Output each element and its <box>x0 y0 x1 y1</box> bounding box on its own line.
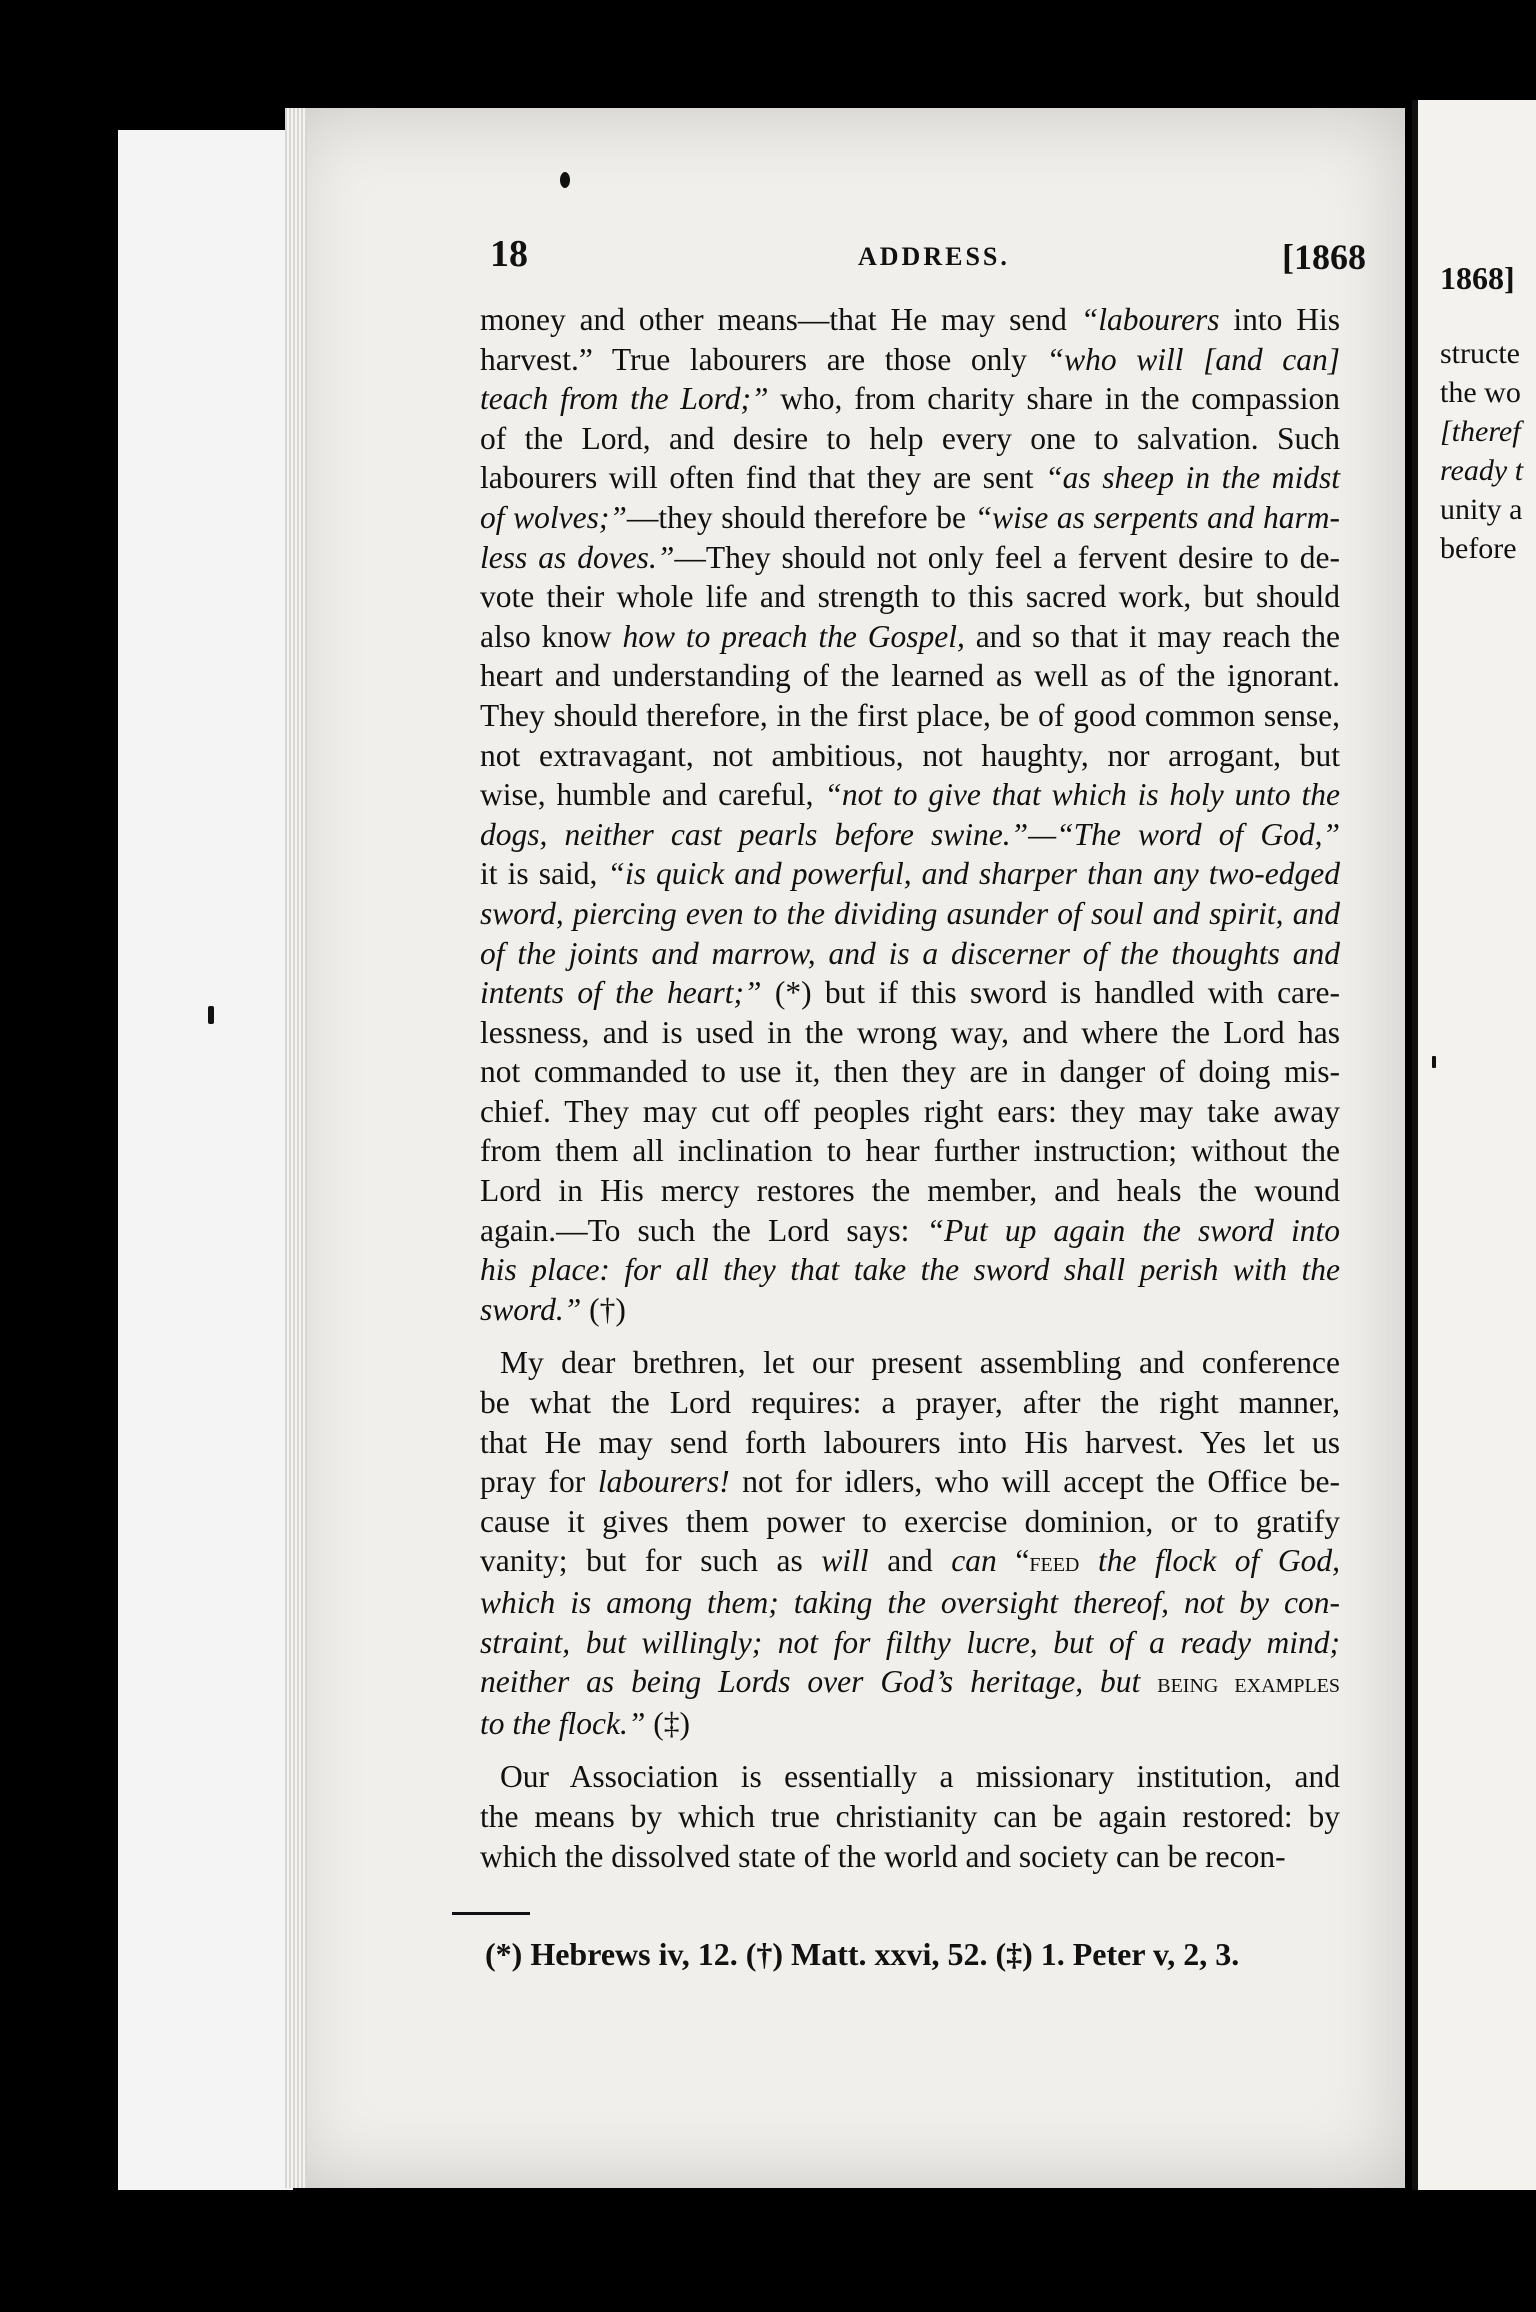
text-run: neither as being Lords over God’s heritage, but <box>480 1664 1158 1700</box>
text-run: be what the Lord requires: a prayer, after the right manner, <box>480 1385 1340 1421</box>
text-line <box>480 1502 1340 1542</box>
page-number: 18 <box>490 233 528 275</box>
ink-speck <box>208 1006 214 1024</box>
next-page-line: the wo <box>1440 376 1521 409</box>
text-run: wise, humble and careful, <box>480 777 825 813</box>
text-line <box>480 656 1340 696</box>
text-run: labourers will often find that they are sent <box>480 460 1046 496</box>
text-run: lessness, and is used in the wrong way, and where the Lord has <box>480 1014 1340 1050</box>
text-run: chief. They may cut off peoples right ears: they may take away <box>480 1093 1340 1129</box>
text-line <box>480 894 1340 934</box>
text-line <box>480 1013 1340 1053</box>
text-run: They should therefore, in the first place, be of good common sense, <box>480 697 1340 733</box>
paragraph <box>480 300 1340 1329</box>
page-gutter <box>285 108 307 2188</box>
text-run: intents of the heart;” <box>480 975 762 1011</box>
previous-page-edge <box>118 130 293 2190</box>
text-line <box>480 1383 1340 1423</box>
text-run: “labourers <box>1080 302 1220 337</box>
text-run: “is quick and powerful, and sharper than any two-edged <box>607 856 1340 892</box>
footnote-rule <box>452 1912 530 1915</box>
text-line <box>480 577 1340 617</box>
text-run: (‡) <box>645 1705 690 1741</box>
text-run: sword, piercing even to the dividing asunder of soul and spirit, and <box>480 895 1340 931</box>
text-run: money and other means—that He may send <box>480 302 1081 337</box>
text-line <box>480 854 1340 894</box>
text-line <box>480 419 1340 459</box>
text-line <box>480 300 1340 340</box>
text-line <box>480 379 1340 419</box>
text-line <box>480 1211 1340 1251</box>
next-page-text <box>1440 334 1536 568</box>
text-line <box>480 1131 1340 1171</box>
text-run: (*) but if this sword is handled with care- <box>761 975 1340 1011</box>
text-line <box>480 1423 1340 1463</box>
next-page-line: structe <box>1440 337 1520 370</box>
next-page-line: unity a <box>1440 493 1523 526</box>
text-run: cause it gives them power to exercise dominion, or to gratify <box>480 1503 1340 1539</box>
text-run: of the Lord, and desire to help every one to salvation. Such <box>480 420 1340 456</box>
text-run: “wise as serpents and harm- <box>974 499 1341 535</box>
text-line <box>480 1583 1340 1623</box>
text-run: My dear brethren, let our present assembling and conference <box>500 1345 1340 1381</box>
next-page-line: [theref <box>1440 415 1521 448</box>
text-run: can <box>951 1543 997 1579</box>
text-run: being examples <box>1157 1668 1341 1700</box>
text-run: Our Association is essentially a missionary institution, and <box>500 1759 1340 1795</box>
text-run: dogs, neither cast pearls before swine.”—“The word of God,” <box>480 816 1340 852</box>
text-line <box>480 1462 1340 1502</box>
text-run: vanity; but for such as <box>480 1543 822 1579</box>
text-line <box>480 696 1340 736</box>
text-line <box>480 775 1340 815</box>
text-run: straint, but willingly; not for filthy lucre, but of a ready mind; <box>480 1624 1340 1660</box>
text-line <box>480 1092 1340 1132</box>
text-run: —They should not only feel a fervent desire to de- <box>674 539 1340 575</box>
text-line <box>480 1171 1340 1211</box>
running-header <box>0 232 1536 292</box>
text-run: into His <box>1219 302 1340 337</box>
text-line <box>480 458 1340 498</box>
ink-speck <box>1432 1056 1436 1068</box>
paragraph-gap <box>480 1329 1340 1343</box>
text-line <box>480 815 1340 855</box>
text-line <box>480 1837 1340 1877</box>
text-run: of the joints and marrow, and is a discerner of the thoughts and <box>480 935 1340 971</box>
next-page-line: ready t <box>1440 454 1524 487</box>
text-line <box>480 1290 1340 1330</box>
text-run: harvest.” True labourers are those only <box>480 341 1047 377</box>
text-run: and so that it may reach the <box>964 618 1340 654</box>
text-line <box>480 1623 1340 1663</box>
text-line <box>480 340 1340 380</box>
text-run: “who will [and can] <box>1046 341 1340 377</box>
text-run: vote their whole life and strength to this sacred work, but should <box>480 579 1340 615</box>
text-line <box>480 1662 1340 1704</box>
body-text <box>480 300 1340 1876</box>
next-page-year: 1868] <box>1440 260 1515 296</box>
text-line <box>480 1757 1340 1797</box>
text-line <box>480 1797 1340 1837</box>
text-run: how to preach the Gospel, <box>622 618 965 654</box>
text-run: feed <box>1029 1547 1080 1579</box>
text-line <box>480 1704 1340 1744</box>
text-run: “as sheep in the midst <box>1045 460 1340 496</box>
text-run: (†) <box>581 1291 626 1327</box>
next-page-line: before <box>1440 532 1517 565</box>
text-run: pray for <box>480 1464 598 1500</box>
text-run: not for idlers, who will accept the Office be- <box>729 1464 1340 1500</box>
text-run: will <box>821 1543 869 1579</box>
text-run: also know <box>480 618 623 654</box>
text-run: again.—To such the Lord says: <box>480 1212 927 1248</box>
text-line <box>480 934 1340 974</box>
header-year: [1868 <box>1282 237 1366 277</box>
text-run: labourers! <box>597 1464 730 1500</box>
text-line <box>480 1541 1340 1583</box>
ink-speck <box>560 172 570 188</box>
text-run: “not to give that which is holy unto the <box>824 777 1340 813</box>
text-run: teach from the Lord;” <box>480 381 769 417</box>
text-run: it is said, <box>480 856 608 892</box>
paragraph <box>480 1757 1340 1876</box>
text-run: the flock of God, <box>1079 1543 1341 1579</box>
text-line <box>480 1343 1340 1383</box>
text-line <box>480 498 1340 538</box>
text-run: less as doves.” <box>480 539 675 575</box>
footnotes: (*) Hebrews iv, 12. (†) Matt. xxvi, 52. (‡) 1. Peter v, 2, 3. <box>485 1936 1240 1972</box>
text-line <box>480 1250 1340 1290</box>
text-line <box>480 736 1340 776</box>
text-line <box>480 617 1340 657</box>
text-run: —they should therefore be <box>626 499 975 535</box>
running-title: ADDRESS. <box>858 242 1010 271</box>
text-line <box>480 538 1340 578</box>
text-run: which is among them; taking the oversight thereof, not by con- <box>480 1585 1340 1620</box>
text-run: to the flock.” <box>480 1705 646 1741</box>
text-run: “Put up again the sword into <box>926 1212 1340 1248</box>
text-line <box>480 1052 1340 1092</box>
text-run: not commanded to use it, then they are in danger of doing mis- <box>480 1054 1340 1090</box>
text-run: that He may send forth labourers into His harvest. Yes let us <box>480 1424 1340 1460</box>
text-run: which the dissolved state of the world and society can be recon- <box>480 1838 1286 1874</box>
text-run: Lord in His mercy restores the member, and heals the wound <box>480 1173 1340 1209</box>
text-run: who, from charity share in the compassion <box>768 381 1340 417</box>
text-run: from them all inclination to hear further instruction; without the <box>480 1133 1340 1169</box>
text-run: not extravagant, not ambitious, not haughty, nor arrogant, but <box>480 737 1340 773</box>
text-run: heart and understanding of the learned as well as of the ignorant. <box>480 658 1340 694</box>
text-run: “ <box>996 1543 1030 1579</box>
text-run: his place: for all they that take the sword shall perish with the <box>480 1252 1340 1288</box>
text-line <box>480 973 1340 1013</box>
text-run: and <box>868 1543 952 1579</box>
text-run: sword.” <box>480 1291 582 1327</box>
paragraph <box>480 1343 1340 1743</box>
text-run: of wolves;” <box>480 499 627 535</box>
text-run: the means by which true christianity can be again restored: by <box>480 1798 1340 1834</box>
paragraph-gap <box>480 1743 1340 1757</box>
